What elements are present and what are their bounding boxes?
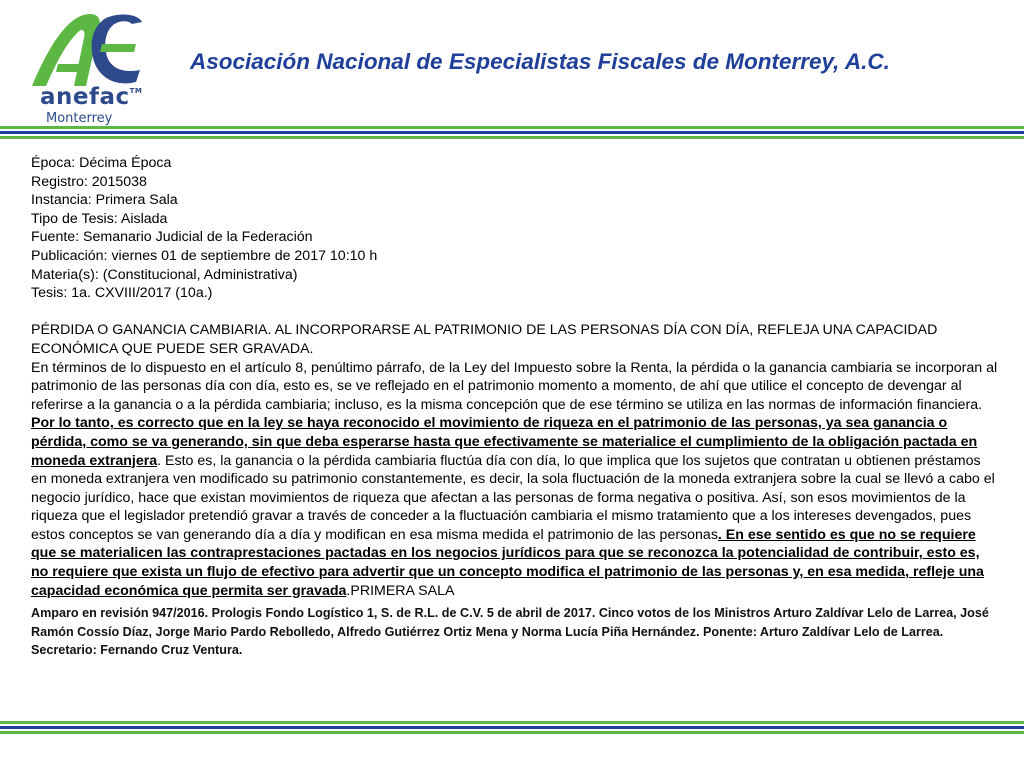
body-emphasis-2: . En ese sentido es que no se requiere que se materialicen las contraprestaciones pactadas en los negocios jurídicos para que se reconozca la potencialidad de contribuir, esto es, no requiere que exista un flujo de efectivo para advertir que un concepto modifica el patrimonio de las personas y, en esa medida, refleje una capacidad económica que permita ser gravada	[31, 526, 984, 599]
logo-city-text: Monterrey	[46, 111, 113, 126]
thesis-body	[31, 359, 999, 601]
thesis-document	[31, 154, 999, 660]
meta-tesis: Tesis: 1a. CXVIII/2017 (10a.)	[31, 285, 213, 302]
meta-fuente: Fuente: Semanario Judicial de la Federación	[31, 229, 313, 246]
footer-divider	[0, 721, 1024, 734]
body-part-2: . Esto es, la ganancia o la pérdida cambiaria fluctúa día con día, lo que implica que los sujetos que contratan u obtienen préstamos en moneda extranjera ven modificado su patrimonio constantemente, es decir, la sola fluctuación de la moneda extranjera sobre la cual se llevó a cabo el negocio jurídico, hace que existan movimientos de riqueza que afectan a las personas de forma negativa o positiva. Así, son esos movimientos de la riqueza que el legislador pretendió gravar a través de conceder a la fluctuación cambiaria el mismo tratamiento que a los intereses devengados, pues estos conceptos se van generando día a día y modifican en esa misma medida el patrimonio de las personas	[31, 452, 995, 543]
meta-epoca: Época: Décima Época	[31, 155, 172, 171]
meta-instancia: Instancia: Primera Sala	[31, 192, 178, 209]
body-emphasis-1: Por lo tanto, es correcto que en la ley se haya reconocido el movimiento de riqueza en el patrimonio de las personas, ya sea ganancia o pérdida, como se va generando, sin que deba esperarse hasta que efectivamente se materialice el cumplimiento de la obligación pactada en moneda extranjera	[31, 415, 978, 469]
meta-registro: Registro: 2015038	[31, 173, 147, 190]
header-divider	[0, 126, 1024, 139]
meta-publicacion: Publicación: viernes 01 de septiembre de 2017 10:10 h	[31, 247, 378, 264]
logo-brand-text: anefac™	[40, 84, 143, 110]
page-title: Asociación Nacional de Especialistas Fiscales de Monterrey, A.C.	[190, 49, 890, 74]
body-part-1: En términos de lo dispuesto en el artículo 8, penúltimo párrafo, de la Ley del Impuesto sobre la Renta, la pérdida o la ganancia cambiaria se incorporan al patrimonio de las personas día con día, esto es, se ve reflejado en el patrimonio momento a momento, de ahí que utilice el concepto de devengar al referirse a la ganancia o a la pérdida cambiaria; incluso, es la misma concepción que de ese término se utiliza en las normas de información financiera.	[31, 359, 998, 413]
amparo-precedent: Amparo en revisión 947/2016. Prologis Fondo Logístico 1, S. de R.L. de C.V. 5 de abril de 2017. Cinco votos de los Ministros Arturo Zaldívar Lelo de Larrea, José Ramón Cossío Díaz, Jorge Mario Pardo Rebolledo, Alfredo Gutiérrez Ortiz Mena y Norma Lucía Piña Hernández. Ponente: Arturo Zaldívar Lelo de Larrea. Secretario: Fernando Cruz Ventura.	[31, 606, 989, 658]
body-part-3: .PRIMERA SALA	[346, 582, 455, 599]
thesis-heading: PÉRDIDA O GANANCIA CAMBIARIA. AL INCORPORARSE AL PATRIMONIO DE LAS PERSONAS DÍA CON DÍA, REFLEJA UNA CAPACIDAD ECONÓMICA QUE PUEDE SER GRAVADA.	[31, 322, 938, 357]
ae-monogram-icon	[28, 8, 148, 90]
meta-tipo: Tipo de Tesis: Aislada	[31, 210, 168, 227]
thesis-metadata	[31, 154, 999, 303]
meta-materia: Materia(s): (Constitucional, Administrativa)	[31, 266, 298, 283]
